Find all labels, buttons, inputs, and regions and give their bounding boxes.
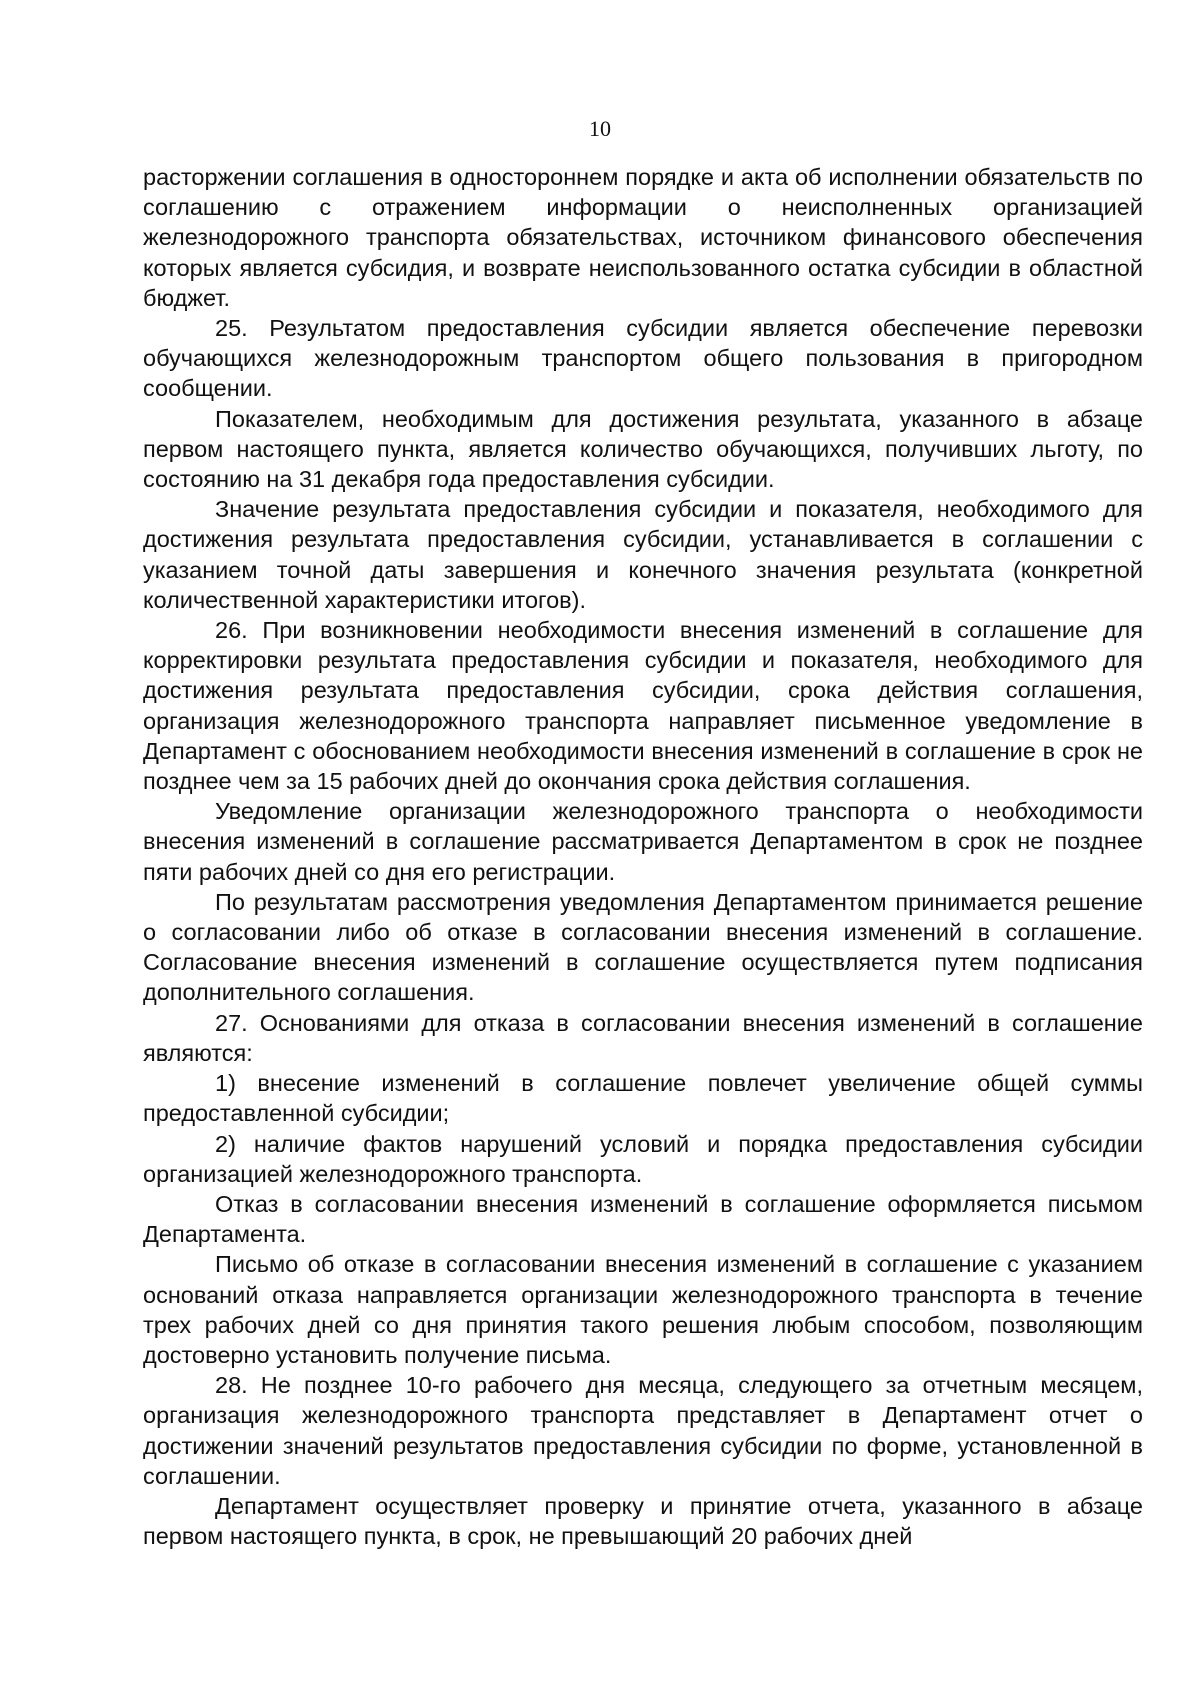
paragraph-item-28: 28. Не позднее 10-го рабочего дня месяца, следующего за отчетным месяцем, организация железнодорожного транспорта представляет в Департамент отчет о достижении значений результатов предоставления субсидии по форме, установленной в соглашении. bbox=[143, 1372, 1143, 1489]
page-number: 10 bbox=[589, 116, 611, 141]
paragraph-report-check: Департамент осуществляет проверку и принятие отчета, указанного в абзаце первом настоящего пункта, в срок, не превышающий 20 рабочих дней bbox=[143, 1492, 1143, 1550]
paragraph-item-25: 25. Результатом предоставления субсидии является обеспечение перевозки обучающихся железнодорожным транспортом общего пользования в пригородном сообщении. bbox=[143, 315, 1143, 402]
paragraph-item-27: 27. Основаниями для отказа в согласовании внесения изменений в соглашение являются: bbox=[143, 1009, 1143, 1066]
paragraph-result-value: Значение результата предоставления субсидии и показателя, необходимого для достижения результата предоставления субсидии, устанавливается в соглашении с указанием точной даты завершения и конечного значения результата (конкретной количественной характеристики итогов). bbox=[143, 496, 1143, 613]
paragraph-refusal-letter: Письмо об отказе в согласовании внесения изменений в соглашение с указанием оснований отказа направляется организации железнодорожного транспорта в течение трех рабочих дней со дня принятия такого решения любым способом, позволяющим достоверно установить получение письма. bbox=[143, 1251, 1143, 1368]
paragraph-notice-review: Уведомление организации железнодорожного транспорта о необходимости внесения изменений в соглашение рассматривается Департаментом в срок не позднее пяти рабочих дней со дня его регистрации. bbox=[143, 798, 1143, 885]
paragraph-continuation: расторжении соглашения в одностороннем порядке и акта об исполнении обязательств по соглашению с отражением информации о неисполненных организацией железнодорожного транспорта обязательствах, источником финансового обеспечения которых является субсидия, и возврате неиспользованного остатка субсидии в областной бюджет. bbox=[143, 164, 1143, 311]
paragraph-decision: По результатам рассмотрения уведомления Департаментом принимается решение о согласовании либо об отказе в согласовании внесения изменений в соглашение. Согласование внесения изменений в соглашение осуществляется путем подписания дополнительного соглашения. bbox=[143, 888, 1143, 1006]
paragraph-refusal: Отказ в согласовании внесения изменений в соглашение оформляется письмом Департамента. bbox=[143, 1190, 1143, 1248]
paragraph-item-26: 26. При возникновении необходимости внесения изменений в соглашение для корректировки результата предоставления субсидии и показателя, необходимого для достижения результата предоставления субсидии, срока действия соглашения, организация железнодорожного транспорта направляет письменное уведомление в Департамент с обоснованием необходимости внесения изменений в соглашение в срок не позднее чем за 15 рабочих дней до окончания срока действия соглашения. bbox=[143, 617, 1143, 795]
paragraph-subitem-2: 2) наличие фактов нарушений условий и порядка предоставления субсидии организацией железнодорожного транспорта. bbox=[143, 1130, 1143, 1187]
paragraph-subitem-1: 1) внесение изменений в соглашение повлечет увеличение общей суммы предоставленной субсидии; bbox=[143, 1070, 1143, 1127]
paragraph-indicator: Показателем, необходимым для достижения результата, указанного в абзаце первом настоящего пункта, является количество обучающихся, получивших льготу, по состоянию на 31 декабря года предоставления субсидии. bbox=[143, 405, 1143, 493]
document-body bbox=[143, 162, 1143, 1551]
